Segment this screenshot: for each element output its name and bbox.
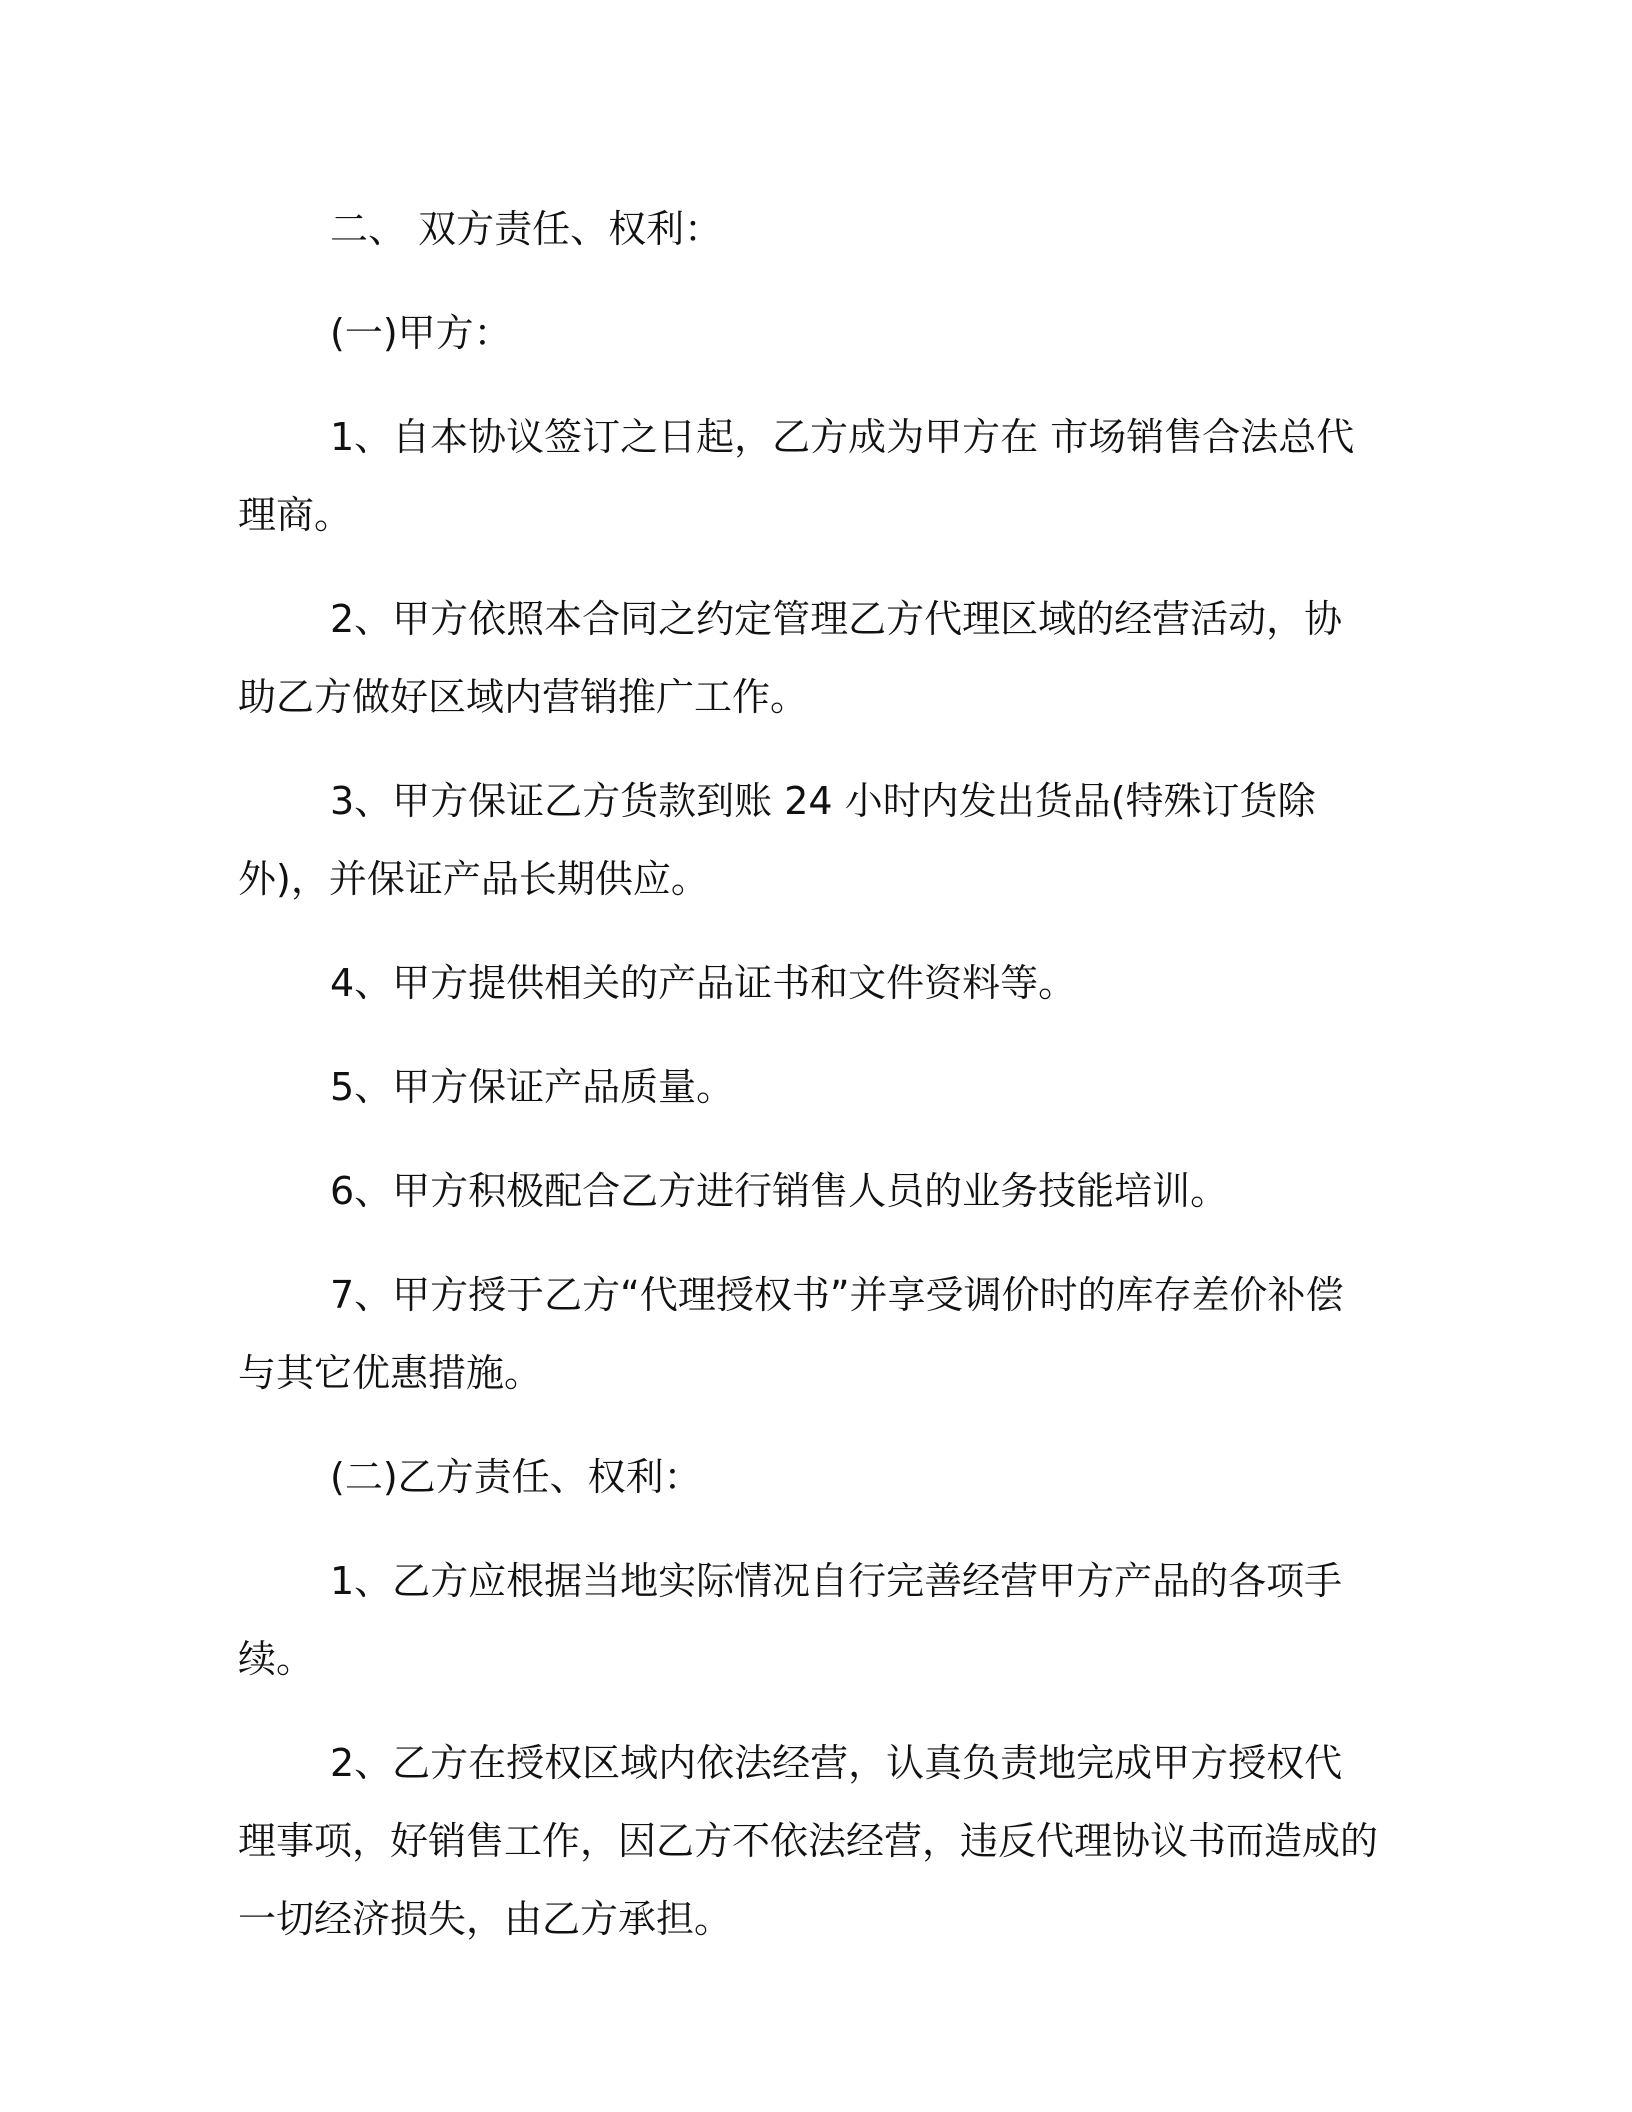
party-a-item-1: 1、自本协议签订之日起，乙方成为甲方在 市场销售合法总代理商。 [238, 415, 1355, 537]
subsection-heading-party-a: (一)甲方： [330, 311, 512, 355]
party-a-item-4: 4、甲方提供相关的产品证书和文件资料等。 [330, 961, 1077, 1005]
party-a-item-5: 5、甲方保证产品质量。 [330, 1065, 735, 1109]
party-a-item-6: 6、甲方积极配合乙方进行销售人员的业务技能培训。 [330, 1169, 1229, 1213]
party-a-item-3: 3、甲方保证乙方货款到账 24 小时内发出货品(特殊订货除外)，并保证产品长期供应。 [238, 779, 1316, 901]
party-a-item-2: 2、甲方依照本合同之约定管理乙方代理区域的经营活动，协助乙方做好区域内营销推广工作。 [238, 597, 1343, 719]
party-a-item-7: 7、甲方授于乙方“代理授权书”并享受调价时的库存差价补偿与其它优惠措施。 [238, 1273, 1344, 1395]
subsection-heading-party-b: (二)乙方责任、权利： [330, 1455, 702, 1499]
section-heading: 二、 双方责任、权利： [330, 207, 723, 251]
party-b-item-1: 1、乙方应根据当地实际情况自行完善经营甲方产品的各项手续。 [238, 1559, 1343, 1681]
document-content [238, 190, 1378, 1958]
party-b-item-2: 2、乙方在授权区域内依法经营，认真负责地完成甲方授权代理事项，好销售工作，因乙方不依法经营，违反代理协议书而造成的一切经济损失，由乙方承担。 [238, 1741, 1379, 1941]
